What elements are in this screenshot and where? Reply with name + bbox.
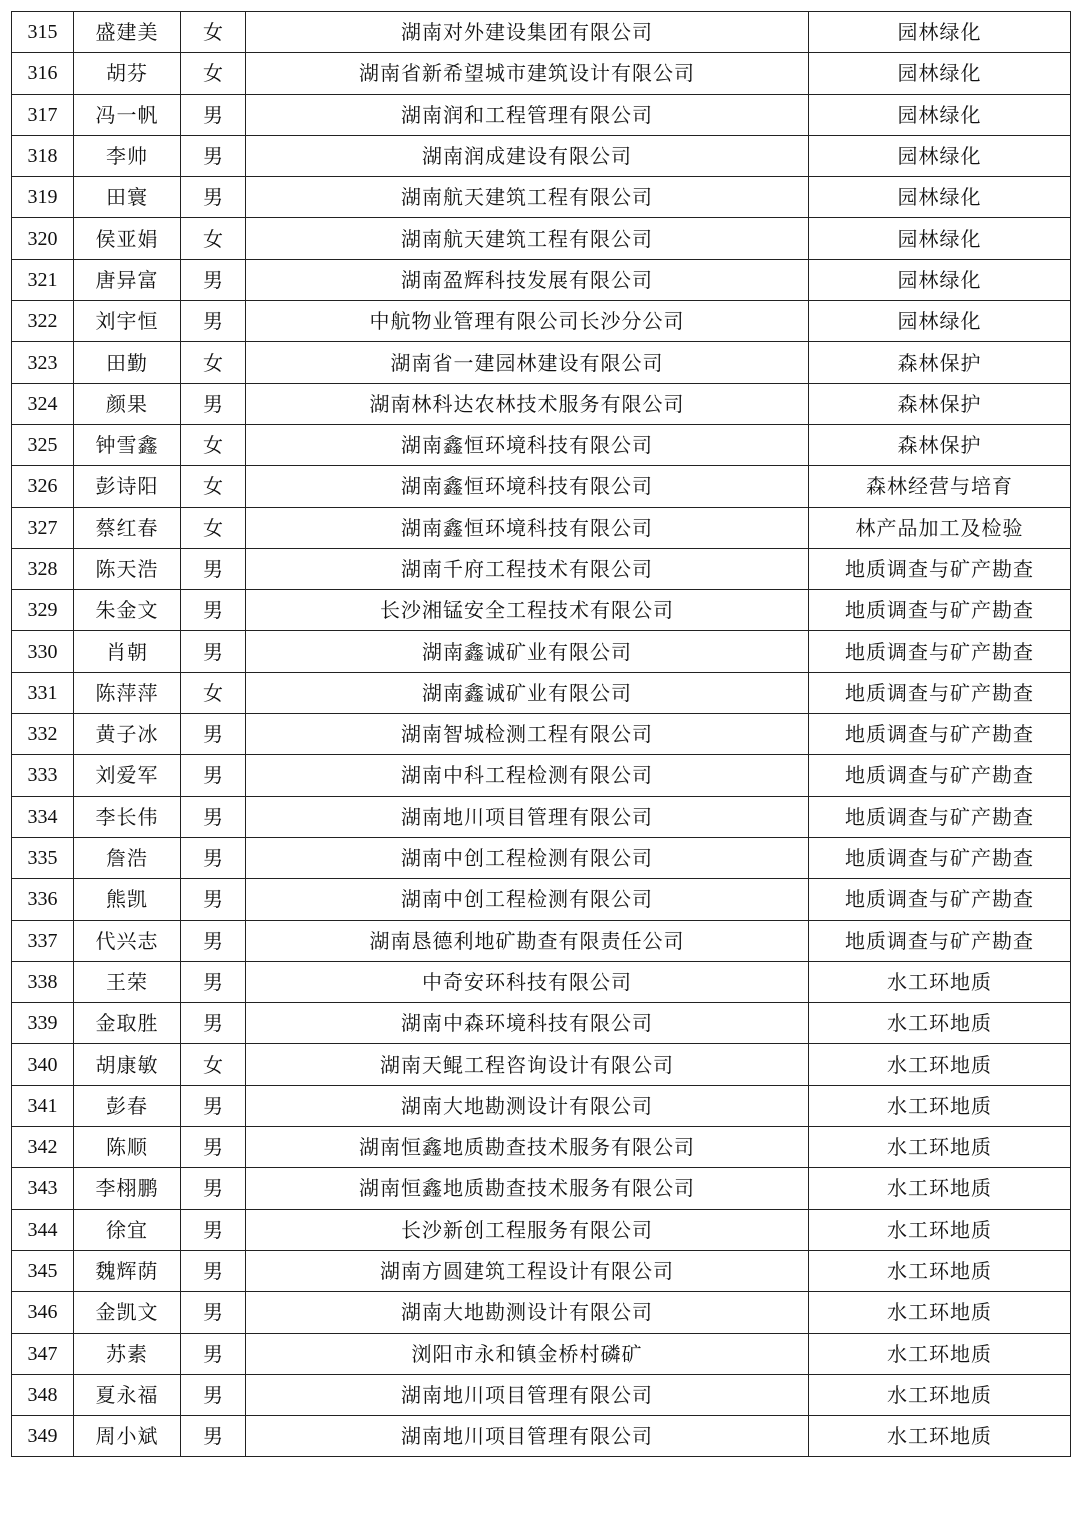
person-name: 陈天浩 — [74, 548, 181, 589]
company-name: 湖南大地勘测设计有限公司 — [246, 1085, 809, 1126]
person-name: 钟雪鑫 — [74, 424, 181, 465]
person-name: 王荣 — [74, 961, 181, 1002]
specialty: 森林保护 — [809, 383, 1071, 424]
table-row — [12, 755, 1071, 796]
specialty: 地质调查与矿产勘查 — [809, 920, 1071, 961]
company-name: 湖南林科达农林技术服务有限公司 — [246, 383, 809, 424]
specialty: 水工环地质 — [809, 1085, 1071, 1126]
row-number: 338 — [12, 961, 74, 1002]
specialty: 地质调查与矿产勘查 — [809, 672, 1071, 713]
table-row — [12, 1416, 1071, 1457]
row-number: 318 — [12, 135, 74, 176]
specialty: 地质调查与矿产勘查 — [809, 879, 1071, 920]
row-number: 319 — [12, 177, 74, 218]
table-row — [12, 1127, 1071, 1168]
gender: 男 — [181, 1003, 246, 1044]
specialty: 水工环地质 — [809, 961, 1071, 1002]
company-name: 湖南鑫诚矿业有限公司 — [246, 672, 809, 713]
gender: 女 — [181, 1044, 246, 1085]
person-name: 李栩鹏 — [74, 1168, 181, 1209]
gender: 女 — [181, 672, 246, 713]
gender: 女 — [181, 53, 246, 94]
gender: 男 — [181, 879, 246, 920]
specialty: 水工环地质 — [809, 1333, 1071, 1374]
gender: 男 — [181, 631, 246, 672]
company-name: 湖南恳德利地矿勘查有限责任公司 — [246, 920, 809, 961]
company-name: 湖南鑫诚矿业有限公司 — [246, 631, 809, 672]
row-number: 316 — [12, 53, 74, 94]
gender: 男 — [181, 961, 246, 1002]
table-row — [12, 837, 1071, 878]
person-name: 蔡红春 — [74, 507, 181, 548]
table-row — [12, 424, 1071, 465]
person-name: 金凯文 — [74, 1292, 181, 1333]
row-number: 332 — [12, 714, 74, 755]
table-row — [12, 94, 1071, 135]
company-name: 湖南润和工程管理有限公司 — [246, 94, 809, 135]
specialty: 地质调查与矿产勘查 — [809, 796, 1071, 837]
row-number: 321 — [12, 259, 74, 300]
gender: 男 — [181, 920, 246, 961]
specialty: 园林绿化 — [809, 94, 1071, 135]
gender: 男 — [181, 1127, 246, 1168]
roster-table — [11, 11, 1071, 1457]
person-name: 颜果 — [74, 383, 181, 424]
row-number: 343 — [12, 1168, 74, 1209]
row-number: 315 — [12, 12, 74, 53]
table-row — [12, 342, 1071, 383]
company-name: 湖南地川项目管理有限公司 — [246, 796, 809, 837]
person-name: 金取胜 — [74, 1003, 181, 1044]
row-number: 344 — [12, 1209, 74, 1250]
gender: 男 — [181, 837, 246, 878]
company-name: 湖南省新希望城市建筑设计有限公司 — [246, 53, 809, 94]
row-number: 325 — [12, 424, 74, 465]
specialty: 水工环地质 — [809, 1127, 1071, 1168]
row-number: 330 — [12, 631, 74, 672]
specialty: 园林绿化 — [809, 259, 1071, 300]
company-name: 湖南天鲲工程咨询设计有限公司 — [246, 1044, 809, 1085]
row-number: 339 — [12, 1003, 74, 1044]
table-row — [12, 1085, 1071, 1126]
table-row — [12, 383, 1071, 424]
person-name: 魏辉荫 — [74, 1250, 181, 1291]
row-number: 337 — [12, 920, 74, 961]
table-row — [12, 466, 1071, 507]
specialty: 地质调查与矿产勘查 — [809, 590, 1071, 631]
table-row — [12, 1003, 1071, 1044]
person-name: 田寰 — [74, 177, 181, 218]
company-name: 湖南中科工程检测有限公司 — [246, 755, 809, 796]
specialty: 地质调查与矿产勘查 — [809, 714, 1071, 755]
gender: 男 — [181, 548, 246, 589]
row-number: 335 — [12, 837, 74, 878]
specialty: 水工环地质 — [809, 1292, 1071, 1333]
person-name: 冯一帆 — [74, 94, 181, 135]
row-number: 334 — [12, 796, 74, 837]
gender: 女 — [181, 507, 246, 548]
specialty: 园林绿化 — [809, 12, 1071, 53]
company-name: 湖南中创工程检测有限公司 — [246, 837, 809, 878]
company-name: 湖南大地勘测设计有限公司 — [246, 1292, 809, 1333]
row-number: 340 — [12, 1044, 74, 1085]
table-row — [12, 218, 1071, 259]
gender: 男 — [181, 714, 246, 755]
company-name: 湖南智城检测工程有限公司 — [246, 714, 809, 755]
company-name: 湖南省一建园林建设有限公司 — [246, 342, 809, 383]
person-name: 侯亚娟 — [74, 218, 181, 259]
table-row — [12, 879, 1071, 920]
company-name: 湖南盈辉科技发展有限公司 — [246, 259, 809, 300]
person-name: 朱金文 — [74, 590, 181, 631]
company-name: 湖南恒鑫地质勘查技术服务有限公司 — [246, 1168, 809, 1209]
company-name: 湖南航天建筑工程有限公司 — [246, 218, 809, 259]
specialty: 地质调查与矿产勘查 — [809, 837, 1071, 878]
table-row — [12, 1168, 1071, 1209]
table-row — [12, 1292, 1071, 1333]
row-number: 317 — [12, 94, 74, 135]
table-row — [12, 796, 1071, 837]
person-name: 田勤 — [74, 342, 181, 383]
person-name: 唐异富 — [74, 259, 181, 300]
row-number: 348 — [12, 1374, 74, 1415]
person-name: 熊凯 — [74, 879, 181, 920]
table-row — [12, 12, 1071, 53]
table-row — [12, 714, 1071, 755]
gender: 男 — [181, 94, 246, 135]
row-number: 329 — [12, 590, 74, 631]
person-name: 彭诗阳 — [74, 466, 181, 507]
person-name: 陈萍萍 — [74, 672, 181, 713]
company-name: 湖南地川项目管理有限公司 — [246, 1374, 809, 1415]
specialty: 园林绿化 — [809, 135, 1071, 176]
company-name: 湖南鑫恒环境科技有限公司 — [246, 424, 809, 465]
specialty: 园林绿化 — [809, 53, 1071, 94]
specialty: 水工环地质 — [809, 1250, 1071, 1291]
person-name: 肖朝 — [74, 631, 181, 672]
company-name: 湖南方圆建筑工程设计有限公司 — [246, 1250, 809, 1291]
company-name: 湖南航天建筑工程有限公司 — [246, 177, 809, 218]
table-row — [12, 1250, 1071, 1291]
company-name: 中航物业管理有限公司长沙分公司 — [246, 301, 809, 342]
person-name: 刘宇恒 — [74, 301, 181, 342]
person-name: 胡康敏 — [74, 1044, 181, 1085]
specialty: 森林经营与培育 — [809, 466, 1071, 507]
gender: 女 — [181, 218, 246, 259]
company-name: 湖南对外建设集团有限公司 — [246, 12, 809, 53]
person-name: 黄子冰 — [74, 714, 181, 755]
specialty: 水工环地质 — [809, 1044, 1071, 1085]
table-row — [12, 1374, 1071, 1415]
gender: 男 — [181, 177, 246, 218]
specialty: 地质调查与矿产勘查 — [809, 631, 1071, 672]
gender: 男 — [181, 1250, 246, 1291]
person-name: 彭春 — [74, 1085, 181, 1126]
gender: 男 — [181, 1085, 246, 1126]
gender: 女 — [181, 466, 246, 507]
company-name: 湖南中创工程检测有限公司 — [246, 879, 809, 920]
row-number: 323 — [12, 342, 74, 383]
person-name: 苏素 — [74, 1333, 181, 1374]
row-number: 324 — [12, 383, 74, 424]
specialty: 水工环地质 — [809, 1003, 1071, 1044]
company-name: 湖南鑫恒环境科技有限公司 — [246, 466, 809, 507]
person-name: 陈顺 — [74, 1127, 181, 1168]
specialty: 地质调查与矿产勘查 — [809, 548, 1071, 589]
company-name: 中奇安环科技有限公司 — [246, 961, 809, 1002]
specialty: 水工环地质 — [809, 1168, 1071, 1209]
gender: 男 — [181, 1209, 246, 1250]
person-name: 李帅 — [74, 135, 181, 176]
table-row — [12, 920, 1071, 961]
table-row — [12, 177, 1071, 218]
table-row — [12, 961, 1071, 1002]
specialty: 森林保护 — [809, 342, 1071, 383]
table-row — [12, 590, 1071, 631]
specialty: 园林绿化 — [809, 177, 1071, 218]
gender: 男 — [181, 1374, 246, 1415]
company-name: 长沙新创工程服务有限公司 — [246, 1209, 809, 1250]
person-name: 代兴志 — [74, 920, 181, 961]
person-name: 胡芬 — [74, 53, 181, 94]
gender: 男 — [181, 383, 246, 424]
table-row — [12, 507, 1071, 548]
gender: 男 — [181, 796, 246, 837]
person-name: 徐宜 — [74, 1209, 181, 1250]
row-number: 326 — [12, 466, 74, 507]
specialty: 水工环地质 — [809, 1416, 1071, 1457]
company-name: 湖南地川项目管理有限公司 — [246, 1416, 809, 1457]
row-number: 341 — [12, 1085, 74, 1126]
gender: 男 — [181, 259, 246, 300]
person-name: 李长伟 — [74, 796, 181, 837]
roster-body — [12, 12, 1071, 1457]
table-row — [12, 1209, 1071, 1250]
row-number: 322 — [12, 301, 74, 342]
gender: 男 — [181, 135, 246, 176]
person-name: 盛建美 — [74, 12, 181, 53]
gender: 女 — [181, 12, 246, 53]
table-row — [12, 1044, 1071, 1085]
gender: 男 — [181, 1292, 246, 1333]
person-name: 周小斌 — [74, 1416, 181, 1457]
row-number: 327 — [12, 507, 74, 548]
person-name: 夏永福 — [74, 1374, 181, 1415]
gender: 男 — [181, 1333, 246, 1374]
table-row — [12, 53, 1071, 94]
table-row — [12, 1333, 1071, 1374]
table-row — [12, 301, 1071, 342]
row-number: 328 — [12, 548, 74, 589]
company-name: 湖南润成建设有限公司 — [246, 135, 809, 176]
row-number: 342 — [12, 1127, 74, 1168]
row-number: 320 — [12, 218, 74, 259]
gender: 女 — [181, 424, 246, 465]
company-name: 湖南千府工程技术有限公司 — [246, 548, 809, 589]
table-row — [12, 135, 1071, 176]
specialty: 林产品加工及检验 — [809, 507, 1071, 548]
row-number: 347 — [12, 1333, 74, 1374]
company-name: 湖南鑫恒环境科技有限公司 — [246, 507, 809, 548]
gender: 男 — [181, 301, 246, 342]
specialty: 水工环地质 — [809, 1209, 1071, 1250]
row-number: 345 — [12, 1250, 74, 1291]
table-row — [12, 548, 1071, 589]
row-number: 349 — [12, 1416, 74, 1457]
gender: 男 — [181, 1416, 246, 1457]
person-name: 詹浩 — [74, 837, 181, 878]
row-number: 346 — [12, 1292, 74, 1333]
person-name: 刘爱军 — [74, 755, 181, 796]
specialty: 园林绿化 — [809, 218, 1071, 259]
company-name: 湖南中森环境科技有限公司 — [246, 1003, 809, 1044]
specialty: 地质调查与矿产勘查 — [809, 755, 1071, 796]
gender: 男 — [181, 590, 246, 631]
specialty: 水工环地质 — [809, 1374, 1071, 1415]
company-name: 长沙湘锰安全工程技术有限公司 — [246, 590, 809, 631]
row-number: 336 — [12, 879, 74, 920]
table-row — [12, 259, 1071, 300]
company-name: 浏阳市永和镇金桥村磷矿 — [246, 1333, 809, 1374]
row-number: 333 — [12, 755, 74, 796]
gender: 女 — [181, 342, 246, 383]
gender: 男 — [181, 1168, 246, 1209]
gender: 男 — [181, 755, 246, 796]
table-row — [12, 672, 1071, 713]
specialty: 森林保护 — [809, 424, 1071, 465]
row-number: 331 — [12, 672, 74, 713]
specialty: 园林绿化 — [809, 301, 1071, 342]
company-name: 湖南恒鑫地质勘查技术服务有限公司 — [246, 1127, 809, 1168]
table-row — [12, 631, 1071, 672]
